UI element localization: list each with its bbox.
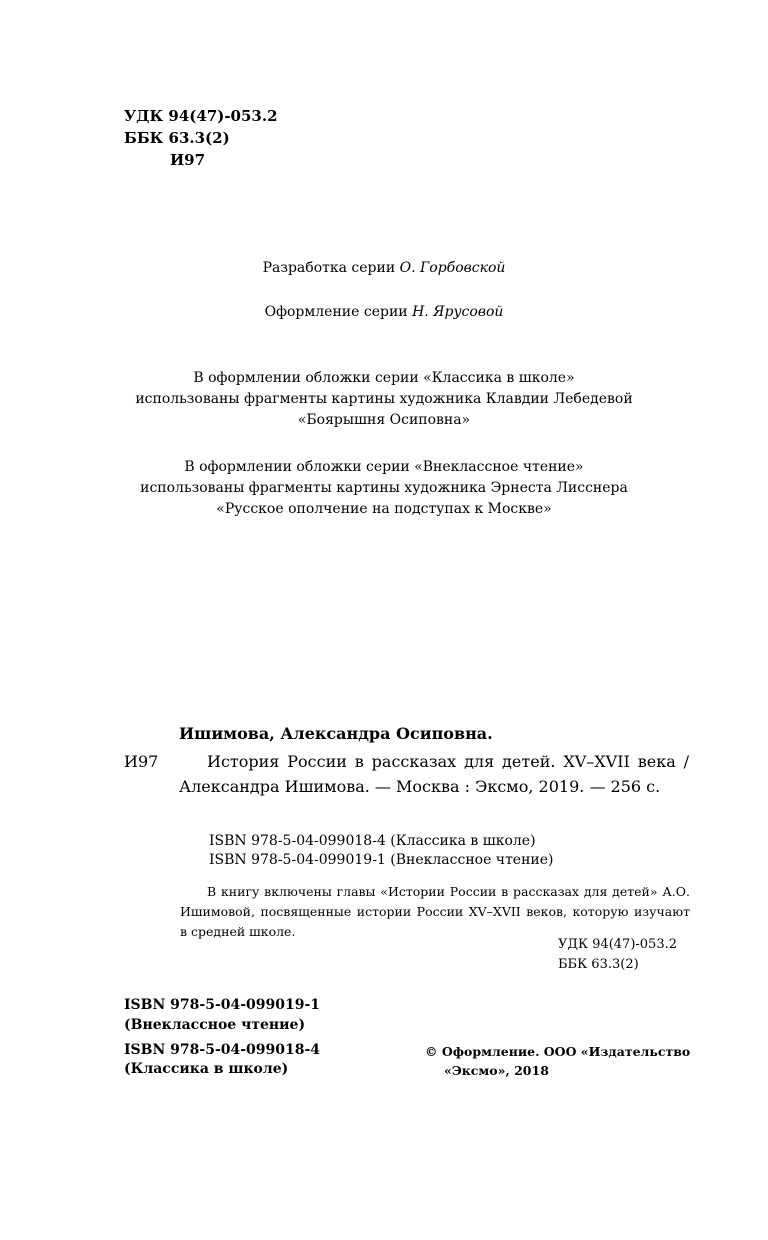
catalog-author: Ишимова, Александра Осиповна. bbox=[179, 724, 493, 743]
catalog-udk: УДК 94(47)-053.2 bbox=[558, 937, 677, 952]
catalog-index: И97 bbox=[124, 752, 159, 771]
isbn-classics: ISBN 978-5-04-099018-4 bbox=[124, 1042, 321, 1058]
copyright-line-1: © Оформление. ООО «Издательство bbox=[425, 1044, 691, 1059]
bbk-code: ББК 63.3(2) bbox=[124, 129, 230, 147]
udk-code: УДК 94(47)-053.2 bbox=[124, 107, 278, 125]
copyright-line-2: «Эксмо», 2018 bbox=[444, 1063, 549, 1078]
isbn-extracurricular: ISBN 978-5-04-099019-1 bbox=[124, 997, 321, 1013]
cover-note-classics: В оформлении обложки серии «Классика в школе» использованы фрагменты картины художника Клавдии Лебедевой «Боярышня Осиповна» bbox=[135, 370, 633, 428]
catalog-isbn-classics: ISBN 978-5-04-099018-4 (Классика в школе) bbox=[209, 833, 536, 849]
catalog-isbn-extracurricular: ISBN 978-5-04-099019-1 (Внеклассное чтение) bbox=[209, 852, 554, 868]
isbn-classics-series: (Классика в школе) bbox=[124, 1061, 289, 1077]
catalog-description: История России в рассказах для детей. XV–XVII века / Александра Ишимова. — Москва : Эксмо, 2019. — 256 с. bbox=[179, 752, 689, 796]
catalog-annotation: В книгу включены главы «Истории России в рассказах для детей» А.О. Ишимовой, посвященные истории России XV–XVII веков, которую изучают в средней школе. bbox=[180, 884, 690, 939]
series-development-credit: Разработка серии О. Горбовской bbox=[262, 260, 506, 276]
isbn-extracurricular-series: (Внеклассное чтение) bbox=[124, 1017, 306, 1033]
cover-note-extracurricular: В оформлении обложки серии «Внеклассное чтение» использованы фрагменты картины художника Эрнеста Лисснера «Русское ополчение на подступах к Москве» bbox=[140, 459, 628, 517]
author-index: И97 bbox=[170, 151, 206, 169]
series-design-credit: Оформление серии Н. Ярусовой bbox=[264, 304, 504, 320]
catalog-bbk: ББК 63.3(2) bbox=[558, 957, 639, 972]
